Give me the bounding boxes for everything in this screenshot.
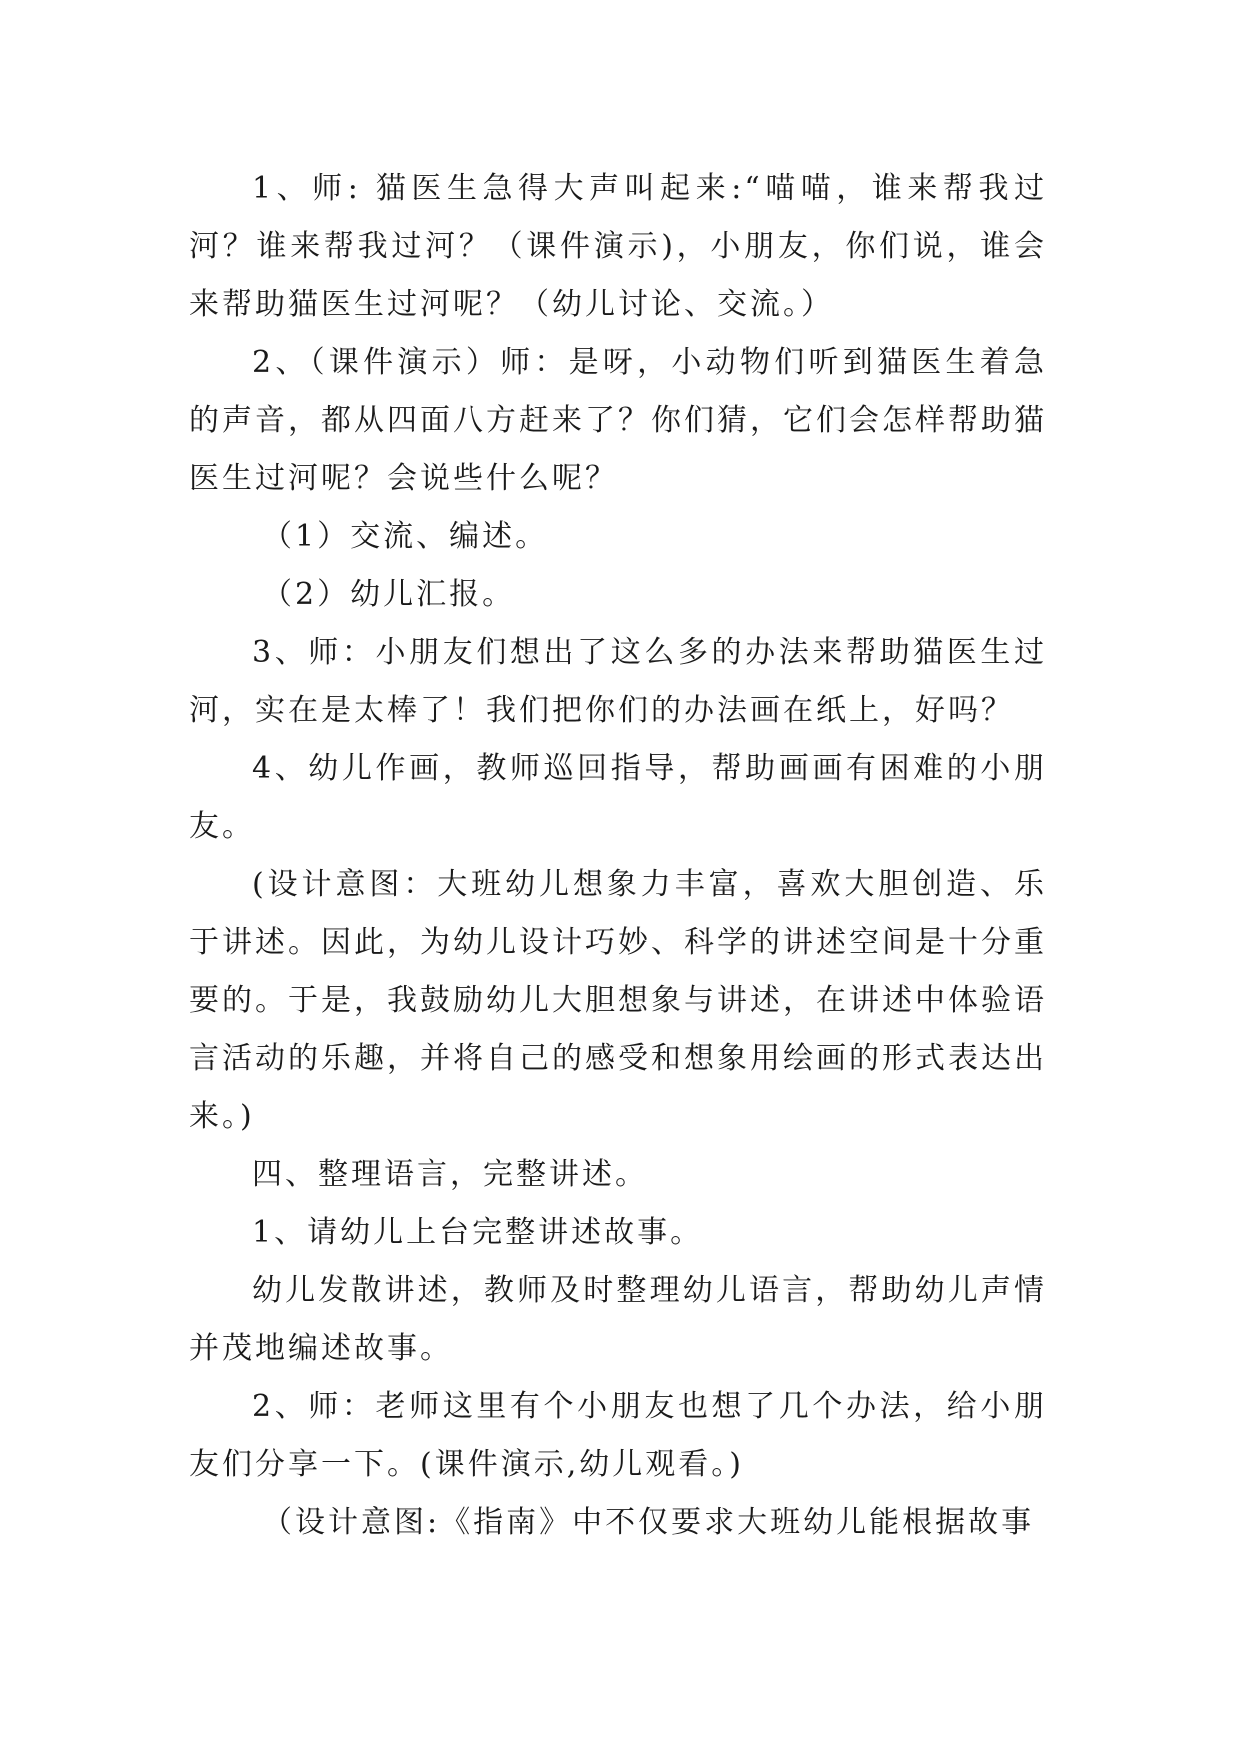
paragraph-11: 2、师：老师这里有个小朋友也想了几个办法，给小朋友们分享一下。(课件演示,幼儿观看。) — [189, 1389, 1047, 1482]
paragraph-9: 1、请幼儿上台完整讲述故事。 — [252, 1215, 704, 1250]
section-heading-4: 四、整理语言，完整讲述。 — [252, 1157, 648, 1192]
document-body — [189, 160, 1047, 1552]
paragraph-2: 2、（课件演示）师：是呀，小动物们听到猫医生着急的声音，都从四面八方赶来了？你们猜，它们会怎样帮助猫医生过河呢？会说些什么呢？ — [189, 345, 1047, 496]
paragraph-6: 4、幼儿作画，教师巡回指导，帮助画画有困难的小朋友。 — [189, 751, 1047, 844]
paragraph-7-design-intent: (设计意图：大班幼儿想象力丰富，喜欢大胆创造、乐于讲述。因此，为幼儿设计巧妙、科学的讲述空间是十分重要的。于是，我鼓励幼儿大胆想象与讲述，在讲述中体验语言活动的乐趣，并将自己的感受和想象用绘画的形式表达出来。) — [189, 867, 1047, 1134]
paragraph-12-design-intent: （设计意图:《指南》中不仅要求大班幼儿能根据故事 — [262, 1505, 1035, 1540]
paragraph-5: 3、师：小朋友们想出了这么多的办法来帮助猫医生过河，实在是太棒了！我们把你们的办法画在纸上，好吗？ — [189, 635, 1047, 728]
paragraph-3: （1）交流、编述。 — [262, 519, 549, 554]
paragraph-1: 1、师: 猫医生急得大声叫起来:“喵喵，谁来帮我过河？谁来帮我过河？（课件演示)，小朋友，你们说，谁会来帮助猫医生过河呢？（幼儿讨论、交流。） — [189, 171, 1047, 322]
paragraph-10: 幼儿发散讲述，教师及时整理幼儿语言，帮助幼儿声情并茂地编述故事。 — [189, 1273, 1047, 1366]
paragraph-4: （2）幼儿汇报。 — [262, 577, 516, 612]
